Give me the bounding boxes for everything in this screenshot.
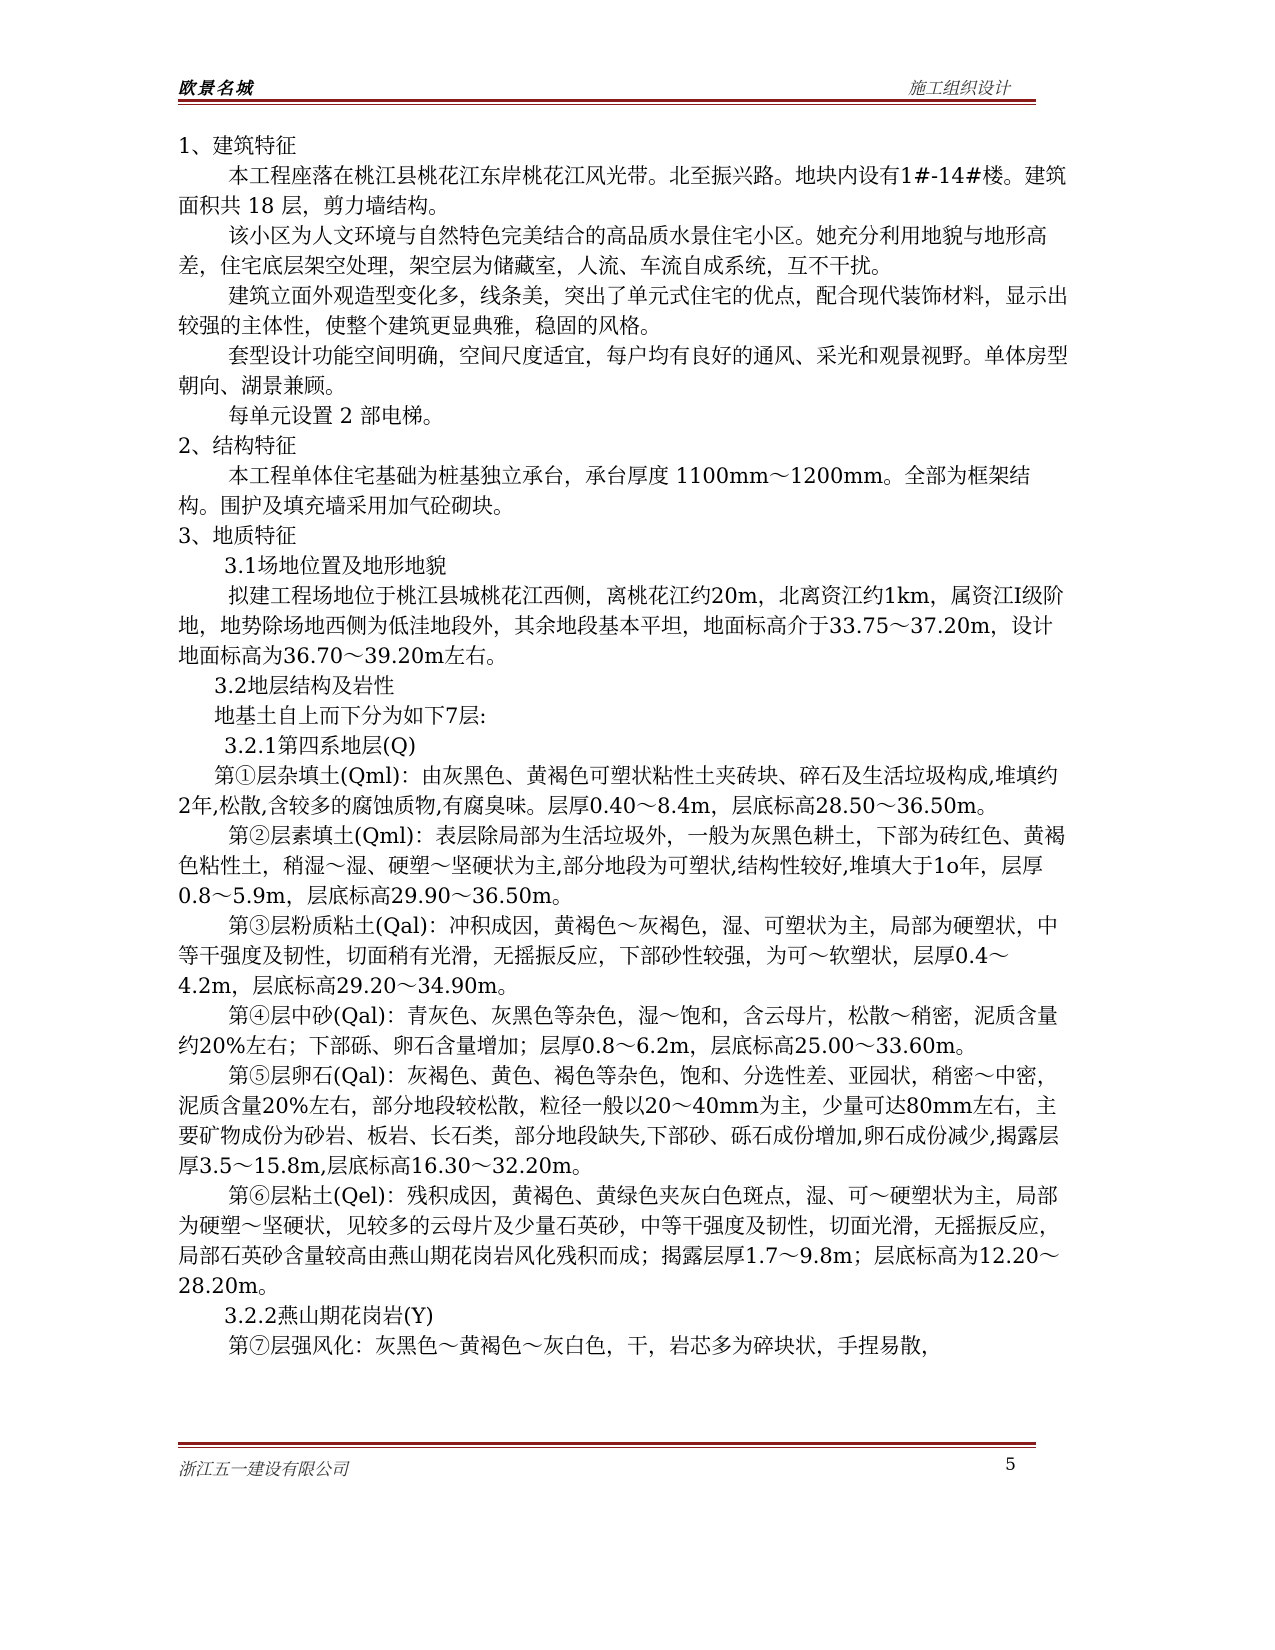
paragraph: 本工程单体住宅基础为桩基独立承台，承台厚度 1100mm～1200mm。全部为框架结构。围护及填充墙采用加气砼砌块。 bbox=[178, 464, 1031, 518]
page-header bbox=[178, 74, 1036, 100]
footer-rule-thin bbox=[178, 1447, 1036, 1448]
subsection-heading: 3.2地层结构及岩性 bbox=[214, 674, 395, 698]
document-body bbox=[178, 131, 1068, 1361]
paragraph: 第⑤层卵石(Qal)：灰褐色、黄色、褐色等杂色，饱和、分选性差、亚园状，稍密～中密，泥质含量20%左右，部分地段较松散，粒径一般以20～40mm为主，少量可达80mm左右，主要矿物成份为砂岩、板岩、长石类，部分地段缺失,下部砂、砾石成份增加,卵石成份减少,揭露层厚3.5～15.8m,层底标高16.30～32.20m。 bbox=[178, 1064, 1060, 1178]
footer-company-name: 浙江五一建设有限公司 bbox=[178, 1460, 348, 1480]
subsection-heading: 3.2.2燕山期花岗岩(Y) bbox=[224, 1304, 434, 1328]
paragraph: 套型设计功能空间明确，空间尺度适宜，每户均有良好的通风、采光和观景视野。单体房型朝向、湖景兼顾。 bbox=[178, 344, 1068, 398]
paragraph: 建筑立面外观造型变化多，线条美，突出了单元式住宅的优点，配合现代装饰材料，显示出较强的主体性，使整个建筑更显典雅，稳固的风格。 bbox=[178, 284, 1068, 338]
section-heading: 3、地质特征 bbox=[178, 524, 297, 548]
paragraph: 地基土自上而下分为如下7层: bbox=[214, 704, 487, 728]
header-project-name: 欧景名城 bbox=[178, 79, 254, 99]
section-heading: 1、建筑特征 bbox=[178, 134, 297, 158]
paragraph: 第③层粉质粘土(Qal)：冲积成因，黄褐色～灰褐色，湿、可塑状为主，局部为硬塑状，中等干强度及韧性，切面稍有光滑，无摇振反应，下部砂性较强，为可～软塑状，层厚0.4～4.2m，层底标高29.20～34.90m。 bbox=[178, 914, 1058, 998]
header-document-title: 施工组织设计 bbox=[908, 79, 1010, 99]
section-heading: 2、结构特征 bbox=[178, 434, 297, 458]
header-rule-thin bbox=[178, 104, 1036, 105]
paragraph: 第①层杂填土(Qml)：由灰黑色、黄褐色可塑状粘性土夹砖块、碎石及生活垃圾构成,堆填约2年,松散,含较多的腐蚀质物,有腐臭味。层厚0.40～8.4m，层底标高28.50～36.50m。 bbox=[178, 764, 1058, 818]
paragraph: 第④层中砂(Qal)：青灰色、灰黑色等杂色，湿～饱和，含云母片，松散～稍密，泥质含量约20%左右；下部砾、卵石含量增加；层厚0.8～6.2m，层底标高25.00～33.60m。 bbox=[178, 1004, 1058, 1058]
paragraph: 第⑥层粘土(Qel)：残积成因，黄褐色、黄绿色夹灰白色斑点，湿、可～硬塑状为主，局部为硬塑～坚硬状，见较多的云母片及少量石英砂，中等干强度及韧性，切面光滑，无摇振反应，局部石英砂含量较高由燕山期花岗岩风化残积而成；揭露层厚1.7～9.8m；层底标高为12.20～28.20m。 bbox=[178, 1184, 1060, 1298]
page-footer bbox=[178, 1455, 1036, 1481]
subsection-heading: 3.2.1第四系地层(Q) bbox=[224, 734, 417, 758]
paragraph: 拟建工程场地位于桃江县城桃花江西侧，离桃花江约20m，北离资江约1km，属资江Ⅰ级阶地，地势除场地西侧为低洼地段外，其余地段基本平坦，地面标高介于33.75～37.20m，设计地面标高为36.70～39.20m左右。 bbox=[178, 584, 1064, 668]
paragraph: 第②层素填土(Qml)：表层除局部为生活垃圾外，一般为灰黑色耕土，下部为砖红色、黄褐色粘性土，稍湿～湿、硬塑～坚硬状为主,部分地段为可塑状,结构性较好,堆填大于1o年，层厚0.8～5.9m，层底标高29.90～36.50m。 bbox=[178, 824, 1066, 908]
paragraph: 本工程座落在桃江县桃花江东岸桃花江风光带。北至振兴路。地块内设有1#-14#楼。建筑面积共 18 层，剪力墙结构。 bbox=[178, 164, 1067, 218]
header-rule-thick bbox=[178, 99, 1036, 102]
page-number: 5 bbox=[1005, 1455, 1016, 1475]
footer-rule-thick bbox=[178, 1442, 1036, 1445]
paragraph: 该小区为人文环境与自然特色完美结合的高品质水景住宅小区。她充分利用地貌与地形高差，住宅底层架空处理，架空层为储藏室，人流、车流自成系统，互不干扰。 bbox=[178, 224, 1047, 278]
subsection-heading: 3.1场地位置及地形地貌 bbox=[224, 554, 447, 578]
paragraph: 每单元设置 2 部电梯。 bbox=[228, 404, 444, 428]
paragraph: 第⑦层强风化：灰黑色～黄褐色～灰白色，干，岩芯多为碎块状，手捏易散， bbox=[228, 1334, 942, 1358]
